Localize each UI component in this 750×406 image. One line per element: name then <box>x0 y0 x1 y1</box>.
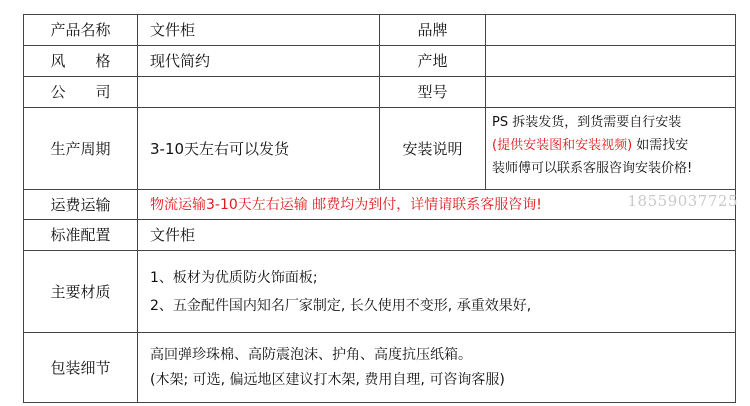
label-standard-config: 标准配置 <box>24 220 138 251</box>
value-brand <box>486 15 736 46</box>
label-company: 公 司 <box>24 77 138 108</box>
install-line-3: 装师傅可以联系客服咨询安装价格! <box>492 161 693 176</box>
label-model: 型号 <box>380 77 486 108</box>
row-style <box>24 46 736 77</box>
row-standard-config <box>24 220 736 251</box>
packaging-line-1: 高回弹珍珠棉、高防震泡沫、护角、高度抗压纸箱。 <box>150 346 472 363</box>
install-line-2-tail: 如需找安 <box>632 138 689 153</box>
label-material: 主要材质 <box>24 251 138 333</box>
material-line-1: 1、板材为优质防火饰面板; <box>150 269 318 286</box>
label-brand: 品牌 <box>380 15 486 46</box>
install-line-1: PS 拆装发货，到货需要自行安装 <box>492 115 682 130</box>
value-company <box>138 77 380 108</box>
value-origin <box>486 46 736 77</box>
value-style: 现代简约 <box>138 46 380 77</box>
label-install: 安装说明 <box>380 108 486 190</box>
row-material <box>24 251 736 333</box>
row-production-cycle <box>24 108 736 190</box>
value-model <box>486 77 736 108</box>
watermark-phone: 18559037725 <box>627 192 738 210</box>
label-shipping: 运费运输 <box>24 190 138 220</box>
label-production-cycle: 生产周期 <box>24 108 138 190</box>
label-origin: 产地 <box>380 46 486 77</box>
install-video-note: (提供安装图和安装视频) <box>492 138 633 153</box>
install-line-2 <box>492 134 735 157</box>
material-line-2: 2、五金配件国内知名厂家制定, 长久使用不变形, 承重效果好, <box>150 297 532 314</box>
row-packaging <box>24 333 736 403</box>
value-product-name: 文件柜 <box>138 15 380 46</box>
packaging-line-2: (木架; 可选, 偏远地区建议打木架, 费用自理, 可咨询客服) <box>150 371 505 388</box>
row-product-name <box>24 15 736 46</box>
value-packaging <box>138 333 736 403</box>
value-production-cycle: 3-10天左右可以发货 <box>138 108 380 190</box>
label-style: 风 格 <box>24 46 138 77</box>
value-shipping: 物流运输3-10天左右运输 邮费均为到付，详情请联系客服咨询! <box>138 190 736 220</box>
row-company <box>24 77 736 108</box>
value-material <box>138 251 736 333</box>
value-standard-config: 文件柜 <box>138 220 736 251</box>
label-product-name: 产品名称 <box>24 15 138 46</box>
value-install <box>486 108 736 190</box>
label-packaging: 包装细节 <box>24 333 138 403</box>
